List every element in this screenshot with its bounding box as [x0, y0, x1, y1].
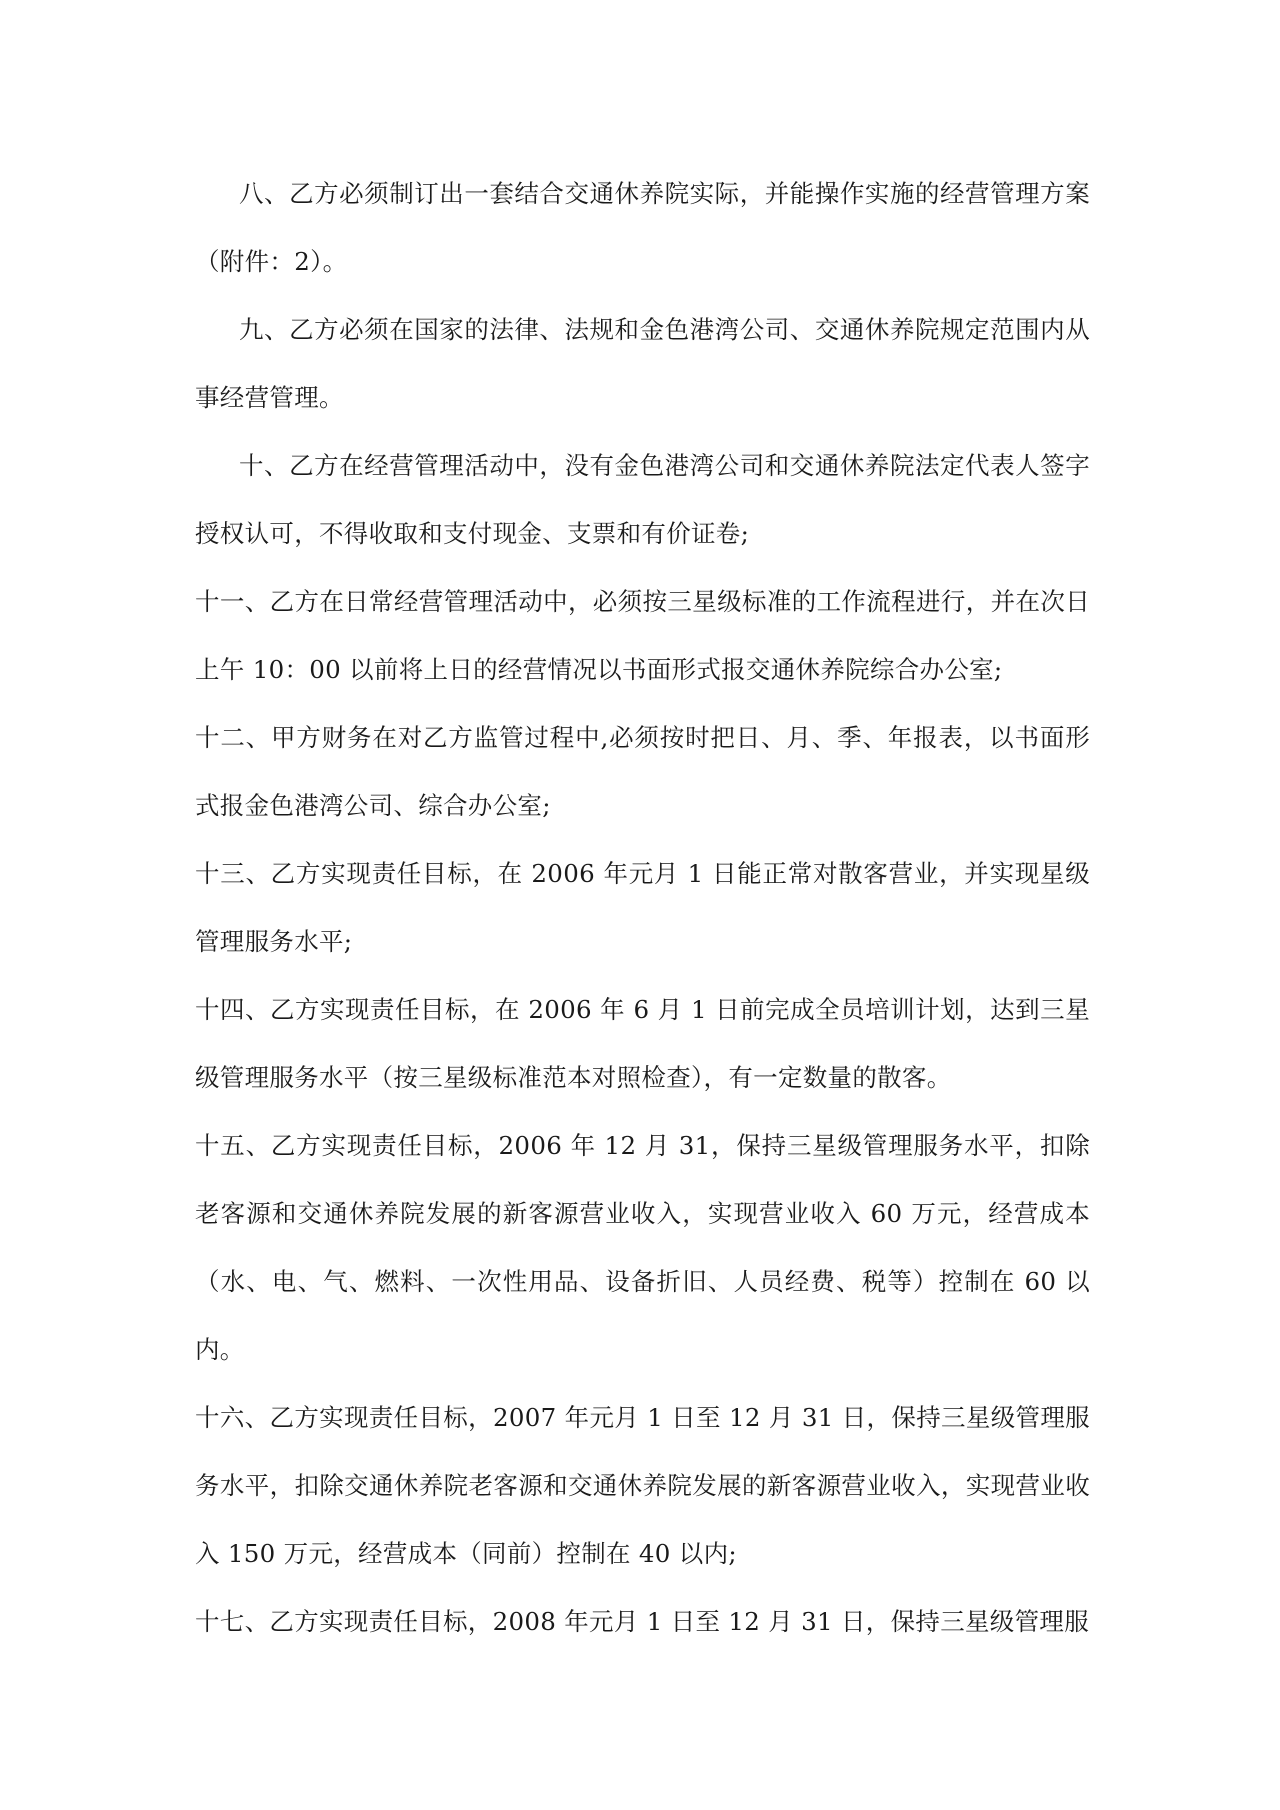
paragraph-clause-11: 十一、乙方在日常经营管理活动中，必须按三星级标准的工作流程进行，并在次日上午 10：00 以前将上日的经营情况以书面形式报交通休养院综合办公室; [195, 587, 1090, 684]
document-body [195, 160, 1090, 1656]
paragraph-clause-9: 九、乙方必须在国家的法律、法规和金色港湾公司、交通休养院规定范围内从事经营管理。 [195, 315, 1090, 412]
paragraph-clause-12: 十二、甲方财务在对乙方监管过程中,必须按时把日、月、季、年报表，以书面形式报金色港湾公司、综合办公室; [195, 723, 1090, 820]
paragraph-clause-13: 十三、乙方实现责任目标，在 2006 年元月 1 日能正常对散客营业，并实现星级管理服务水平; [195, 859, 1090, 956]
paragraph-clause-14: 十四、乙方实现责任目标，在 2006 年 6 月 1 日前完成全员培训计划，达到三星级管理服务水平（按三星级标准范本对照检查），有一定数量的散客。 [195, 995, 1090, 1092]
paragraph-clause-15: 十五、乙方实现责任目标，2006 年 12 月 31，保持三星级管理服务水平，扣除老客源和交通休养院发展的新客源营业收入，实现营业收入 60 万元，经营成本（水、电、气、燃料、一次性用品、设备折旧、人员经费、税等）控制在 60 以内。 [195, 1131, 1090, 1364]
paragraph-clause-17: 十七、乙方实现责任目标，2008 年元月 1 日至 12 月 31 日，保持三星级管理服 [195, 1607, 1090, 1636]
paragraph-clause-10: 十、乙方在经营管理活动中，没有金色港湾公司和交通休养院法定代表人签字授权认可，不得收取和支付现金、支票和有价证卷; [195, 451, 1090, 548]
paragraph-clause-8: 八、乙方必须制订出一套结合交通休养院实际，并能操作实施的经营管理方案（附件：2）。 [195, 179, 1090, 276]
paragraph-clause-16: 十六、乙方实现责任目标，2007 年元月 1 日至 12 月 31 日，保持三星级管理服务水平，扣除交通休养院老客源和交通休养院发展的新客源营业收入，实现营业收入 150 万元，经营成本（同前）控制在 40 以内; [195, 1403, 1090, 1568]
